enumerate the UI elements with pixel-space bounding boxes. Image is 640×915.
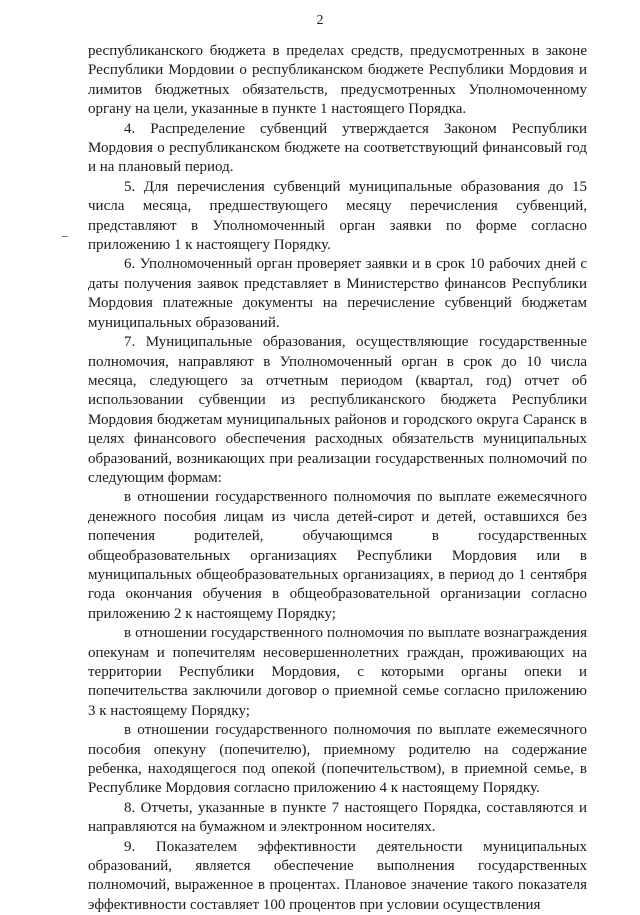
paragraph-7: 7. Муниципальные образования, осуществляющие государственные полномочия, направляют в Уполномоченный орган в срок до 10 числа месяца, следующего за отчетным периодом (квартал, год) отчет об использовании субвенции из республиканского бюджета Республики Мордовия бюджетам муниципальных районов и городского округа Саранск в целях финансового обеспечения расходных обязательств муниципальных образований, возникающих при реализации государственных полномочий по следующим формам: [88, 334, 587, 486]
paragraph-7-item-2: в отношении государственного полномочия по выплате вознаграждения опекунам и попечителям несовершеннолетних граждан, проживающих на территории Республики Мордовия, с которыми органы опеки и попечительства заключили договор о приемной семье согласно приложению 3 к настоящему Порядку; [88, 625, 587, 719]
paragraph-6: 6. Уполномоченный орган проверяет заявки и в срок 10 рабочих дней с даты получения заявок представляет в Министерство финансов Республики Мордовия платежные документы на перечисление субвенций бюджетам муниципальных образований. [88, 256, 587, 331]
page-number: 2 [316, 13, 324, 28]
paragraph-continuation: республиканского бюджета в пределах средств, предусмотренных в законе Республики Мордовии о республиканском бюджете Республики Мордовия и лимитов бюджетных обязательств, предусмотренных Уполномоченному органу на цели, указанные в пункте 1 настоящего Порядка. [88, 43, 587, 118]
paragraph-4: 4. Распределение субвенций утверждается Законом Республики Мордовия о республиканском бюджете на соответствующий финансовый год и на плановый период. [88, 120, 587, 176]
paragraph-8: 8. Отчеты, указанные в пункте 7 настоящего Порядка, составляются и направляются на бумажном и электронном носителях. [88, 799, 587, 836]
margin-mark [62, 236, 68, 237]
paragraph-7-item-1: в отношении государственного полномочия по выплате ежемесячного денежного пособия лицам из числа детей-сирот и детей, оставшихся без попечения родителей, обучающимся в государственных общеобразовательных организациях Республики Мордовия или в муниципальных общеобразовательных организациях, в период до 1 сентября года окончания обучения в общеобразовательной организации согласно приложению 2 к настоящему Порядку; [88, 489, 587, 622]
paragraph-9: 9. Показателем эффективности деятельности муниципальных образований, является обеспечение выполнения государственных полномочий, выраженное в процентах. Плановое значение такого показателя эффективности составляет 100 процентов при условии осуществления [88, 838, 587, 913]
document-body [88, 42, 587, 915]
paragraph-7-item-3: в отношении государственного полномочия по выплате ежемесячного пособия опекуну (попечителю), приемному родителю на содержание ребенка, находящегося под опекой (попечительством), в приемной семье, в Республике Мордовия согласно приложению 4 к настоящему Порядку. [88, 722, 587, 797]
paragraph-5: 5. Для перечисления субвенций муниципальные образования до 15 числа месяца, предшествующего месяцу перечисления субвенций, представляют в Уполномоченный орган заявки по форме согласно приложению 1 к настоящегу Порядку. [88, 178, 587, 254]
